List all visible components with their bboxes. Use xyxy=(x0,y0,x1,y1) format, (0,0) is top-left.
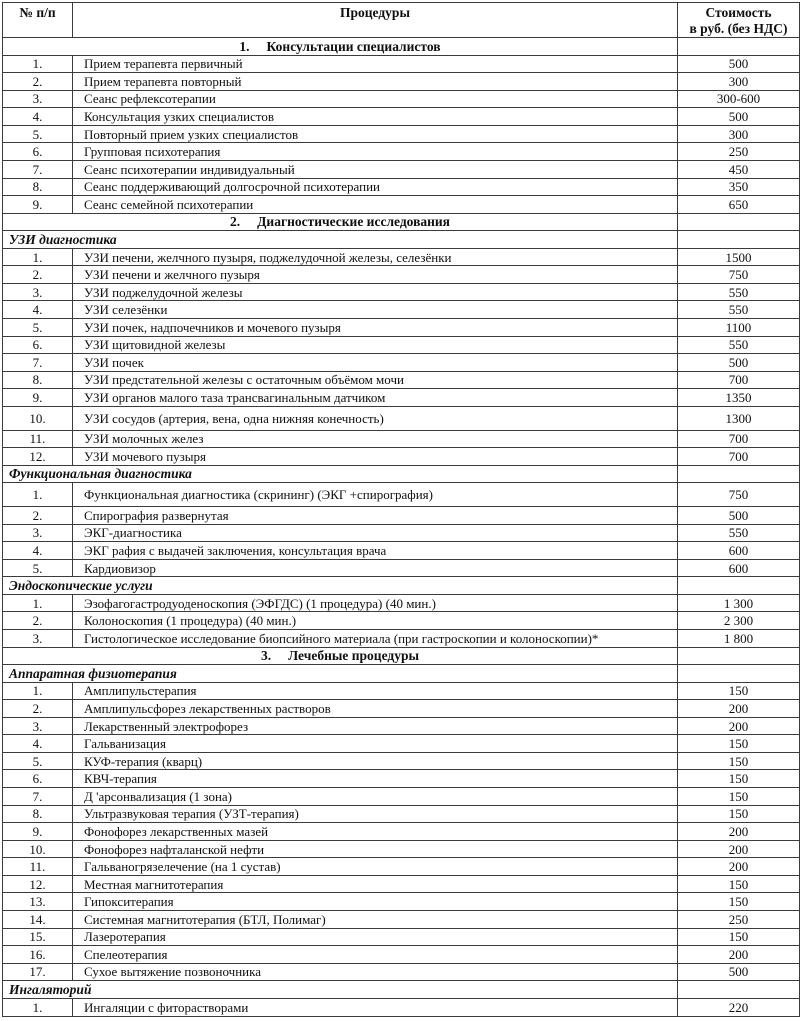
subsection-title: УЗИ диагностика xyxy=(3,231,678,249)
procedure-price: 200 xyxy=(678,858,800,876)
table-row xyxy=(3,73,800,91)
procedure-name: УЗИ селезёнки xyxy=(73,301,678,319)
procedure-price: 750 xyxy=(678,266,800,284)
table-row xyxy=(3,612,800,630)
procedure-price: 150 xyxy=(678,770,800,788)
procedure-name: Гальванизация xyxy=(73,735,678,753)
table-row xyxy=(3,875,800,893)
procedure-name: Сеанс поддерживающий долгосрочной психотерапии xyxy=(73,178,678,196)
procedure-price: 250 xyxy=(678,143,800,161)
section-header xyxy=(3,213,678,231)
procedure-name: Спелеотерапия xyxy=(73,946,678,964)
procedure-price: 1300 xyxy=(678,406,800,430)
empty-price-cell xyxy=(678,213,800,231)
table-row xyxy=(3,160,800,178)
table-row xyxy=(3,735,800,753)
row-number: 3. xyxy=(3,90,73,108)
row-number: 9. xyxy=(3,389,73,407)
row-number: 7. xyxy=(3,788,73,806)
empty-price-cell xyxy=(678,231,800,249)
row-number: 9. xyxy=(3,196,73,214)
row-number: 1. xyxy=(3,682,73,700)
row-number: 4. xyxy=(3,735,73,753)
section-header-row xyxy=(3,38,800,56)
row-number: 12. xyxy=(3,875,73,893)
procedure-price: 600 xyxy=(678,542,800,560)
empty-price-cell xyxy=(678,38,800,56)
row-number: 4. xyxy=(3,301,73,319)
table-row xyxy=(3,998,800,1016)
price-table xyxy=(2,2,800,1017)
table-row xyxy=(3,893,800,911)
table-row xyxy=(3,910,800,928)
section-header xyxy=(3,647,678,665)
procedure-name: Сеанс семейной психотерапии xyxy=(73,196,678,214)
row-number: 3. xyxy=(3,283,73,301)
procedure-price: 600 xyxy=(678,559,800,577)
table-row xyxy=(3,354,800,372)
row-number: 8. xyxy=(3,371,73,389)
procedure-name: Групповая психотерапия xyxy=(73,143,678,161)
procedure-price: 450 xyxy=(678,160,800,178)
row-number: 6. xyxy=(3,143,73,161)
row-number: 7. xyxy=(3,354,73,372)
procedure-price: 550 xyxy=(678,524,800,542)
row-number: 2. xyxy=(3,700,73,718)
row-number: 6. xyxy=(3,770,73,788)
procedure-name: Функциональная диагностика (скрининг) (ЭКГ +спирография) xyxy=(73,483,678,507)
procedure-name: Гипокситерапия xyxy=(73,893,678,911)
table-header-row xyxy=(3,3,800,38)
section-header xyxy=(3,38,678,56)
subsection-header-row xyxy=(3,665,800,683)
procedure-price: 150 xyxy=(678,735,800,753)
row-number: 8. xyxy=(3,805,73,823)
table-row xyxy=(3,858,800,876)
procedure-name: Прием терапевта повторный xyxy=(73,73,678,91)
row-number: 10. xyxy=(3,406,73,430)
table-row xyxy=(3,283,800,301)
procedure-name: УЗИ молочных желез xyxy=(73,430,678,448)
table-row xyxy=(3,823,800,841)
section-title: Консультации специалистов xyxy=(266,38,441,54)
procedure-price: 550 xyxy=(678,301,800,319)
procedure-name: Спирография развернутая xyxy=(73,507,678,525)
procedure-name: Эзофагогастродуоденоскопия (ЭФГДС) (1 процедура) (40 мин.) xyxy=(73,594,678,612)
procedure-price: 150 xyxy=(678,875,800,893)
procedure-price: 500 xyxy=(678,55,800,73)
row-number: 14. xyxy=(3,910,73,928)
row-number: 3. xyxy=(3,524,73,542)
subsection-title: Эндоскопические услуги xyxy=(3,577,678,595)
procedure-name: УЗИ сосудов (артерия, вена, одна нижняя конечность) xyxy=(73,406,678,430)
row-number: 15. xyxy=(3,928,73,946)
procedure-price: 650 xyxy=(678,196,800,214)
procedure-name: УЗИ почек, надпочечников и мочевого пузыря xyxy=(73,319,678,337)
table-row xyxy=(3,55,800,73)
procedure-price: 200 xyxy=(678,840,800,858)
row-number: 2. xyxy=(3,73,73,91)
procedure-price: 700 xyxy=(678,371,800,389)
empty-price-cell xyxy=(678,465,800,483)
price-list-document xyxy=(2,2,799,1017)
table-row xyxy=(3,319,800,337)
table-row xyxy=(3,196,800,214)
procedure-price: 500 xyxy=(678,108,800,126)
row-number: 8. xyxy=(3,178,73,196)
row-number: 3. xyxy=(3,717,73,735)
table-row xyxy=(3,371,800,389)
procedure-price: 700 xyxy=(678,448,800,466)
procedure-name: Кардиовизор xyxy=(73,559,678,577)
table-row xyxy=(3,90,800,108)
row-number: 5. xyxy=(3,752,73,770)
table-row xyxy=(3,266,800,284)
table-row xyxy=(3,483,800,507)
procedure-name: Амплипульстерапия xyxy=(73,682,678,700)
procedure-price: 1 800 xyxy=(678,629,800,647)
row-number: 2. xyxy=(3,612,73,630)
procedure-price: 1350 xyxy=(678,389,800,407)
column-header-number: № п/п xyxy=(3,3,73,38)
empty-price-cell xyxy=(678,981,800,999)
procedure-name: Местная магнитотерапия xyxy=(73,875,678,893)
procedure-name: Ингаляции с фиторастворами xyxy=(73,998,678,1016)
procedure-name: Лазеротерапия xyxy=(73,928,678,946)
procedure-name: Д 'арсонвализация (1 зона) xyxy=(73,788,678,806)
table-body xyxy=(3,38,800,1017)
table-row xyxy=(3,559,800,577)
procedure-name: Ультразвуковая терапия (УЗТ-терапия) xyxy=(73,805,678,823)
subsection-header-row xyxy=(3,577,800,595)
row-number: 1. xyxy=(3,248,73,266)
procedure-price: 150 xyxy=(678,928,800,946)
procedure-price: 550 xyxy=(678,336,800,354)
section-header-row xyxy=(3,647,800,665)
procedure-price: 300 xyxy=(678,125,800,143)
procedure-price: 300-600 xyxy=(678,90,800,108)
row-number: 2. xyxy=(3,507,73,525)
table-row xyxy=(3,629,800,647)
table-row xyxy=(3,700,800,718)
row-number: 5. xyxy=(3,319,73,337)
row-number: 1. xyxy=(3,483,73,507)
empty-price-cell xyxy=(678,647,800,665)
table-row xyxy=(3,963,800,981)
table-row xyxy=(3,770,800,788)
table-row xyxy=(3,178,800,196)
procedure-price: 150 xyxy=(678,805,800,823)
table-row xyxy=(3,594,800,612)
table-row xyxy=(3,430,800,448)
procedure-name: Лекарственный электрофорез xyxy=(73,717,678,735)
procedure-price: 750 xyxy=(678,483,800,507)
column-header-price-line1: Стоимость xyxy=(705,5,772,20)
row-number: 7. xyxy=(3,160,73,178)
procedure-price: 1100 xyxy=(678,319,800,337)
procedure-price: 700 xyxy=(678,430,800,448)
procedure-name: Сухое вытяжение позвоночника xyxy=(73,963,678,981)
procedure-price: 2 300 xyxy=(678,612,800,630)
table-row xyxy=(3,946,800,964)
row-number: 5. xyxy=(3,125,73,143)
table-row xyxy=(3,928,800,946)
table-row xyxy=(3,682,800,700)
procedure-name: КВЧ-терапия xyxy=(73,770,678,788)
procedure-name: Гальваногрязелечение (на 1 сустав) xyxy=(73,858,678,876)
procedure-name: ЭКГ рафия с выдачей заключения, консультация врача xyxy=(73,542,678,560)
row-number: 13. xyxy=(3,893,73,911)
table-row xyxy=(3,788,800,806)
column-header-price-line2: в руб. (без НДС) xyxy=(689,21,788,36)
table-row xyxy=(3,507,800,525)
row-number: 6. xyxy=(3,336,73,354)
procedure-name: Гистологическое исследование биопсийного материала (при гастроскопии и колоноскопии)* xyxy=(73,629,678,647)
row-number: 1. xyxy=(3,998,73,1016)
table-row xyxy=(3,301,800,319)
procedure-name: Прием терапевта первичный xyxy=(73,55,678,73)
procedure-price: 200 xyxy=(678,700,800,718)
table-row xyxy=(3,406,800,430)
section-title: Лечебные процедуры xyxy=(288,648,420,664)
row-number: 4. xyxy=(3,542,73,560)
row-number: 11. xyxy=(3,430,73,448)
section-number: 1. xyxy=(239,38,250,54)
procedure-name: ЭКГ-диагностика xyxy=(73,524,678,542)
table-row xyxy=(3,717,800,735)
table-row xyxy=(3,108,800,126)
row-number: 1. xyxy=(3,594,73,612)
procedure-name: Сеанс психотерапии индивидуальный xyxy=(73,160,678,178)
row-number: 3. xyxy=(3,629,73,647)
procedure-name: КУФ-терапия (кварц) xyxy=(73,752,678,770)
subsection-title: Ингаляторий xyxy=(3,981,678,999)
procedure-name: Консультация узких специалистов xyxy=(73,108,678,126)
subsection-header-row xyxy=(3,981,800,999)
procedure-price: 1500 xyxy=(678,248,800,266)
section-number: 2. xyxy=(230,214,241,230)
procedure-price: 200 xyxy=(678,717,800,735)
table-row xyxy=(3,524,800,542)
row-number: 12. xyxy=(3,448,73,466)
table-row xyxy=(3,143,800,161)
subsection-header-row xyxy=(3,465,800,483)
procedure-name: УЗИ предстательной железы с остаточным объёмом мочи xyxy=(73,371,678,389)
empty-price-cell xyxy=(678,577,800,595)
procedure-name: Сеанс рефлексотерапии xyxy=(73,90,678,108)
procedure-name: Амплипульсфорез лекарственных растворов xyxy=(73,700,678,718)
table-row xyxy=(3,389,800,407)
procedure-name: УЗИ щитовидной железы xyxy=(73,336,678,354)
procedure-name: УЗИ поджелудочной железы xyxy=(73,283,678,301)
empty-price-cell xyxy=(678,665,800,683)
procedure-price: 220 xyxy=(678,998,800,1016)
row-number: 1. xyxy=(3,55,73,73)
subsection-title: Аппаратная физиотерапия xyxy=(3,665,678,683)
procedure-price: 150 xyxy=(678,752,800,770)
row-number: 17. xyxy=(3,963,73,981)
row-number: 4. xyxy=(3,108,73,126)
procedure-price: 150 xyxy=(678,788,800,806)
procedure-name: Повторный прием узких специалистов xyxy=(73,125,678,143)
procedure-price: 500 xyxy=(678,507,800,525)
table-row xyxy=(3,542,800,560)
procedure-price: 150 xyxy=(678,682,800,700)
procedure-name: Фонофорез лекарственных мазей xyxy=(73,823,678,841)
row-number: 16. xyxy=(3,946,73,964)
procedure-name: Системная магнитотерапия (БТЛ, Полимаг) xyxy=(73,910,678,928)
procedure-name: УЗИ печени и желчного пузыря xyxy=(73,266,678,284)
procedure-name: Фонофорез нафталанской нефти xyxy=(73,840,678,858)
table-row xyxy=(3,336,800,354)
section-header-row xyxy=(3,213,800,231)
procedure-name: УЗИ почек xyxy=(73,354,678,372)
procedure-name: УЗИ печени, желчного пузыря, поджелудочной железы, селезёнки xyxy=(73,248,678,266)
procedure-price: 350 xyxy=(678,178,800,196)
procedure-name: УЗИ органов малого таза трансвагинальным датчиком xyxy=(73,389,678,407)
procedure-price: 150 xyxy=(678,893,800,911)
row-number: 5. xyxy=(3,559,73,577)
table-row xyxy=(3,805,800,823)
table-row xyxy=(3,840,800,858)
procedure-price: 250 xyxy=(678,910,800,928)
procedure-price: 500 xyxy=(678,354,800,372)
table-row xyxy=(3,248,800,266)
row-number: 2. xyxy=(3,266,73,284)
table-row xyxy=(3,752,800,770)
row-number: 10. xyxy=(3,840,73,858)
procedure-price: 550 xyxy=(678,283,800,301)
procedure-price: 200 xyxy=(678,946,800,964)
procedure-name: УЗИ мочевого пузыря xyxy=(73,448,678,466)
procedure-price: 300 xyxy=(678,73,800,91)
row-number: 11. xyxy=(3,858,73,876)
procedure-price: 1 300 xyxy=(678,594,800,612)
column-header-procedures: Процедуры xyxy=(73,3,678,38)
table-row xyxy=(3,125,800,143)
procedure-price: 500 xyxy=(678,963,800,981)
table-row xyxy=(3,448,800,466)
subsection-title: Функциональная диагностика xyxy=(3,465,678,483)
subsection-header-row xyxy=(3,231,800,249)
section-title: Диагностические исследования xyxy=(257,214,450,230)
procedure-price: 200 xyxy=(678,823,800,841)
procedure-name: Колоноскопия (1 процедура) (40 мин.) xyxy=(73,612,678,630)
row-number: 9. xyxy=(3,823,73,841)
column-header-price xyxy=(678,3,800,38)
section-number: 3. xyxy=(260,648,272,664)
